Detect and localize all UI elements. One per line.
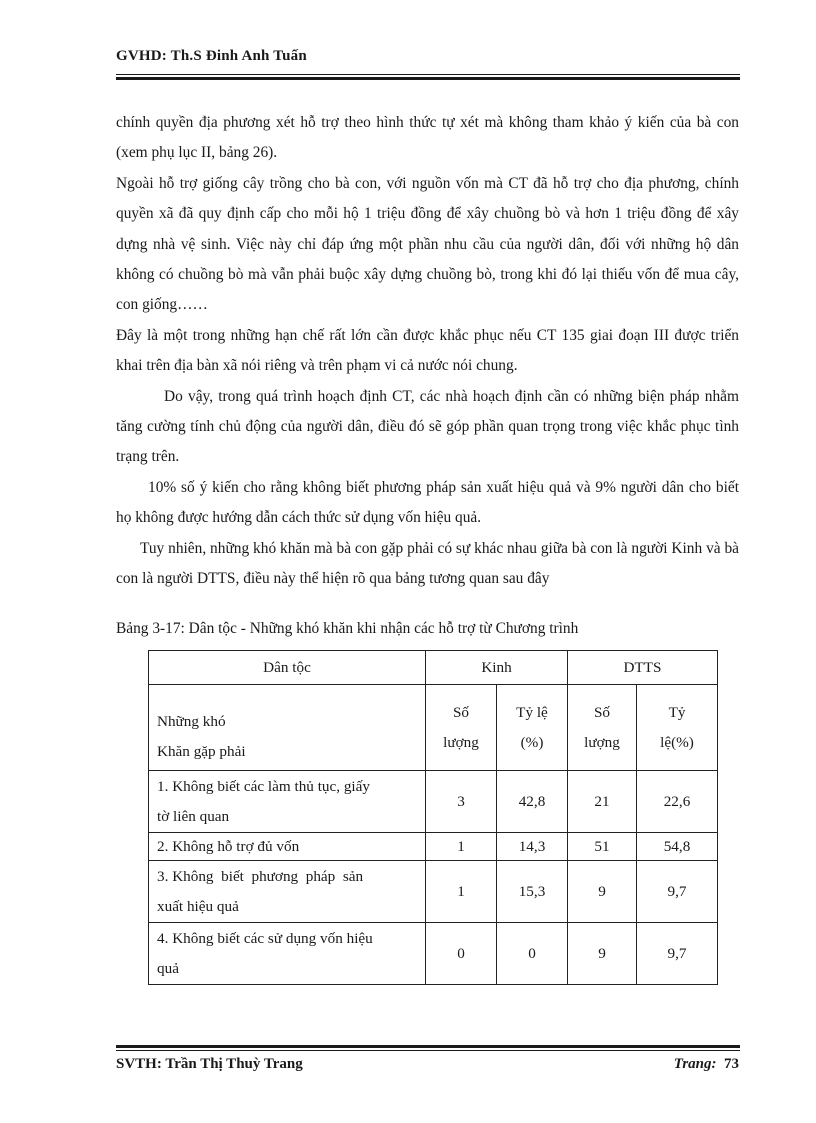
table-row [149,771,718,833]
label: lượng [584,733,620,751]
cell-kinh-ty-le: 0 [497,923,568,985]
footer-author: SVTH: Trần Thị Thuỳ Trang [116,1056,303,1072]
header-kinh: Kinh [426,651,568,685]
cell-kinh-so-luong: 1 [426,861,497,923]
header-kho-khan [149,685,426,771]
row-label [149,923,426,985]
header-dtts-so-luong [568,685,637,771]
label: 4. Không biết các sử dụng vốn hiệu [157,929,373,947]
row-label [149,771,426,833]
label: xuất hiệu quả [157,897,239,915]
footer-page [674,1056,739,1073]
data-table [148,650,718,985]
cell-dtts-ty-le: 9,7 [637,923,718,985]
cell-dtts-so-luong: 51 [568,833,637,861]
header-kho-khan-line2: Khăn gặp phải [157,742,246,760]
paragraph-4: Do vậy, trong quá trình hoạch định CT, các nhà hoạch định cần có những biện pháp nhằm tăng cường tính chủ động của người dân, điều đó sẽ góp phần quan trọng trong việc khắc phục tình trạng trên. [116,387,739,466]
cell-kinh-so-luong: 3 [426,771,497,833]
row-label: 2. Không hỗ trợ đủ vốn [149,833,426,861]
header-kinh-ty-le [497,685,568,771]
table-caption: Bảng 3-17: Dân tộc - Những khó khăn khi nhận các hỗ trợ từ Chương trình [116,620,579,637]
page-header: GVHD: Th.S Đinh Anh Tuấn [116,48,307,64]
table-row [149,833,718,861]
header-dan-toc: Dân tộc [149,651,426,685]
paragraph-5: 10% số ý kiến cho rằng không biết phương pháp sản xuất hiệu quả và 9% người dân cho biết họ không được hướng dẫn cách thức sử dụng vốn hiệu quả. [116,478,739,527]
cell-dtts-ty-le: 9,7 [637,861,718,923]
header-rule-thin [116,74,740,75]
label: 3. Không biết phương pháp sản [157,867,364,885]
footer-rule-thin [116,1050,740,1051]
table-row [149,923,718,985]
cell-dtts-so-luong: 9 [568,861,637,923]
cell-dtts-so-luong: 9 [568,923,637,985]
label: tờ liên quan [157,807,230,825]
label: 1. Không biết các làm thủ tục, giấy [157,777,370,795]
paragraph-1: chính quyền địa phương xét hỗ trợ theo hình thức tự xét mà không tham khảo ý kiến của bà con (xem phụ lục II, bảng 26). [116,114,739,162]
page-footer [116,1056,739,1073]
header-dtts-ty-le [637,685,718,771]
cell-dtts-ty-le: 22,6 [637,771,718,833]
label: (%) [520,733,544,751]
header-kinh-so-luong [426,685,497,771]
table-row [149,861,718,923]
page-number: 73 [724,1056,739,1072]
page-label: Trang: [673,1056,717,1072]
cell-kinh-so-luong: 0 [426,923,497,985]
paragraph-6: Tuy nhiên, những khó khăn mà bà con gặp phải có sự khác nhau giữa bà con là người Kinh và bà con là người DTTS, điều này thể hiện rõ qua bảng tương quan sau đây [116,539,739,588]
label: Số [593,703,611,721]
paragraph-2: Ngoài hỗ trợ giống cây trồng cho bà con, với nguồn vốn mà CT đã hỗ trợ cho địa phương, chính quyền xã đã quy định cấp cho mỗi hộ 1 triệu đồng để xây chuồng bò và hơn 1 triệu đồng để xây dựng nhà vệ sinh. Việc này chỉ đáp ứng một phần nhu cầu của người dân, đối với những hộ dân không có chuồng bò mà vẫn phải buộc xây dựng chuồng bò, trong khi đó lại thiếu vốn để mua cây, con giống…… [116,174,739,314]
header-dtts: DTTS [568,651,718,685]
label: Tỷ lệ [516,703,548,721]
label: Số [452,703,470,721]
cell-dtts-so-luong: 21 [568,771,637,833]
cell-kinh-ty-le: 42,8 [497,771,568,833]
body-text [116,108,739,595]
footer-rule-thick [116,1045,740,1048]
header-rule-thick [116,77,740,80]
cell-dtts-ty-le: 54,8 [637,833,718,861]
label: lệ(%) [660,733,694,751]
cell-kinh-so-luong: 1 [426,833,497,861]
label: Tỷ [668,703,686,721]
label: quả [157,959,179,977]
label: lượng [443,733,479,751]
paragraph-3: Đây là một trong những hạn chế rất lớn cần được khắc phục nếu CT 135 giai đoạn III được triển khai trên địa bàn xã nói riêng và trên phạm vi cả nước nói chung. [116,326,739,375]
cell-kinh-ty-le: 14,3 [497,833,568,861]
row-label [149,861,426,923]
header-kho-khan-line1: Những khó [157,712,226,730]
cell-kinh-ty-le: 15,3 [497,861,568,923]
